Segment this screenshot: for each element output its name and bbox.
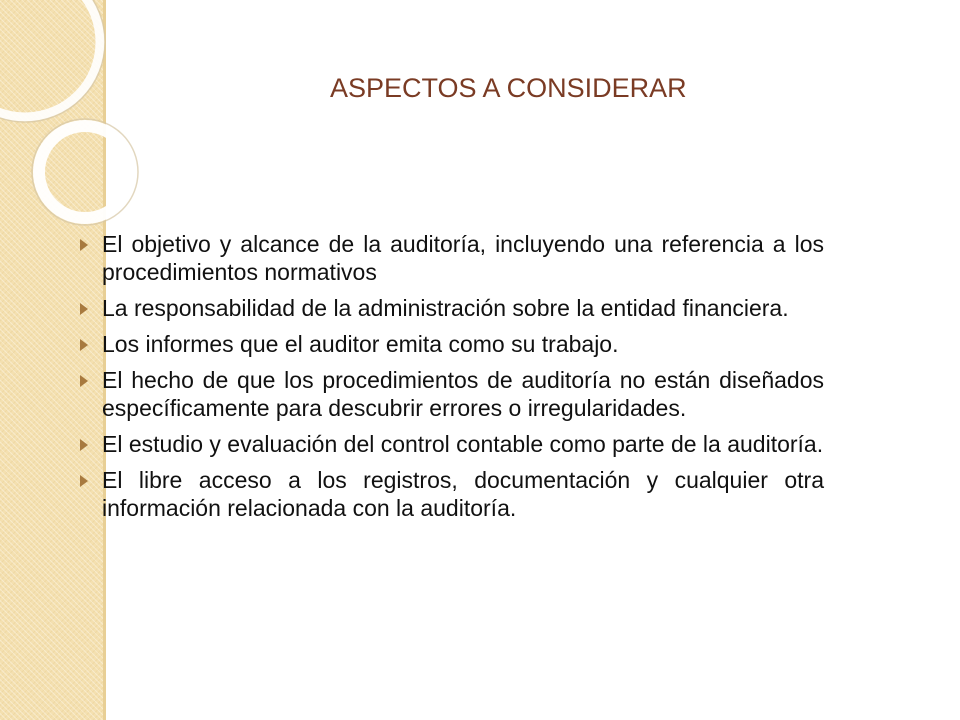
bullet-text: El objetivo y alcance de la auditoría, incluyendo una referencia a los procedimientos normativos (102, 231, 824, 285)
bullet-text: El hecho de que los procedimientos de auditoría no están diseñados específicamente para descubrir errores o irregularidades. (102, 367, 824, 421)
triangle-bullet-icon (80, 375, 88, 387)
triangle-bullet-icon (80, 239, 88, 251)
bullet-item (72, 330, 824, 358)
bullet-text: El estudio y evaluación del control contable como parte de la auditoría. (102, 431, 824, 457)
triangle-bullet-icon (80, 475, 88, 487)
bullet-item (72, 294, 824, 322)
small-ring-outline (32, 119, 138, 225)
bullet-text: El libre acceso a los registros, documentación y cualquier otra información relacionada con la auditoría. (102, 467, 824, 521)
slide-title: ASPECTOS A CONSIDERAR (330, 73, 687, 103)
bullet-list (72, 230, 824, 530)
triangle-bullet-icon (80, 439, 88, 451)
bullet-item (72, 430, 824, 458)
bullet-item (72, 230, 824, 286)
decorative-rings-graphic (0, 0, 160, 260)
triangle-bullet-icon (80, 303, 88, 315)
large-ring-shape (0, 0, 100, 117)
bullet-text: La responsabilidad de la administración sobre la entidad financiera. (102, 295, 789, 321)
small-ring-shape (39, 126, 131, 218)
large-ring-outline (0, 0, 105, 122)
triangle-bullet-icon (80, 339, 88, 351)
bullet-item (72, 366, 824, 422)
bullet-text: Los informes que el auditor emita como su trabajo. (102, 331, 619, 357)
bullet-item (72, 466, 824, 522)
